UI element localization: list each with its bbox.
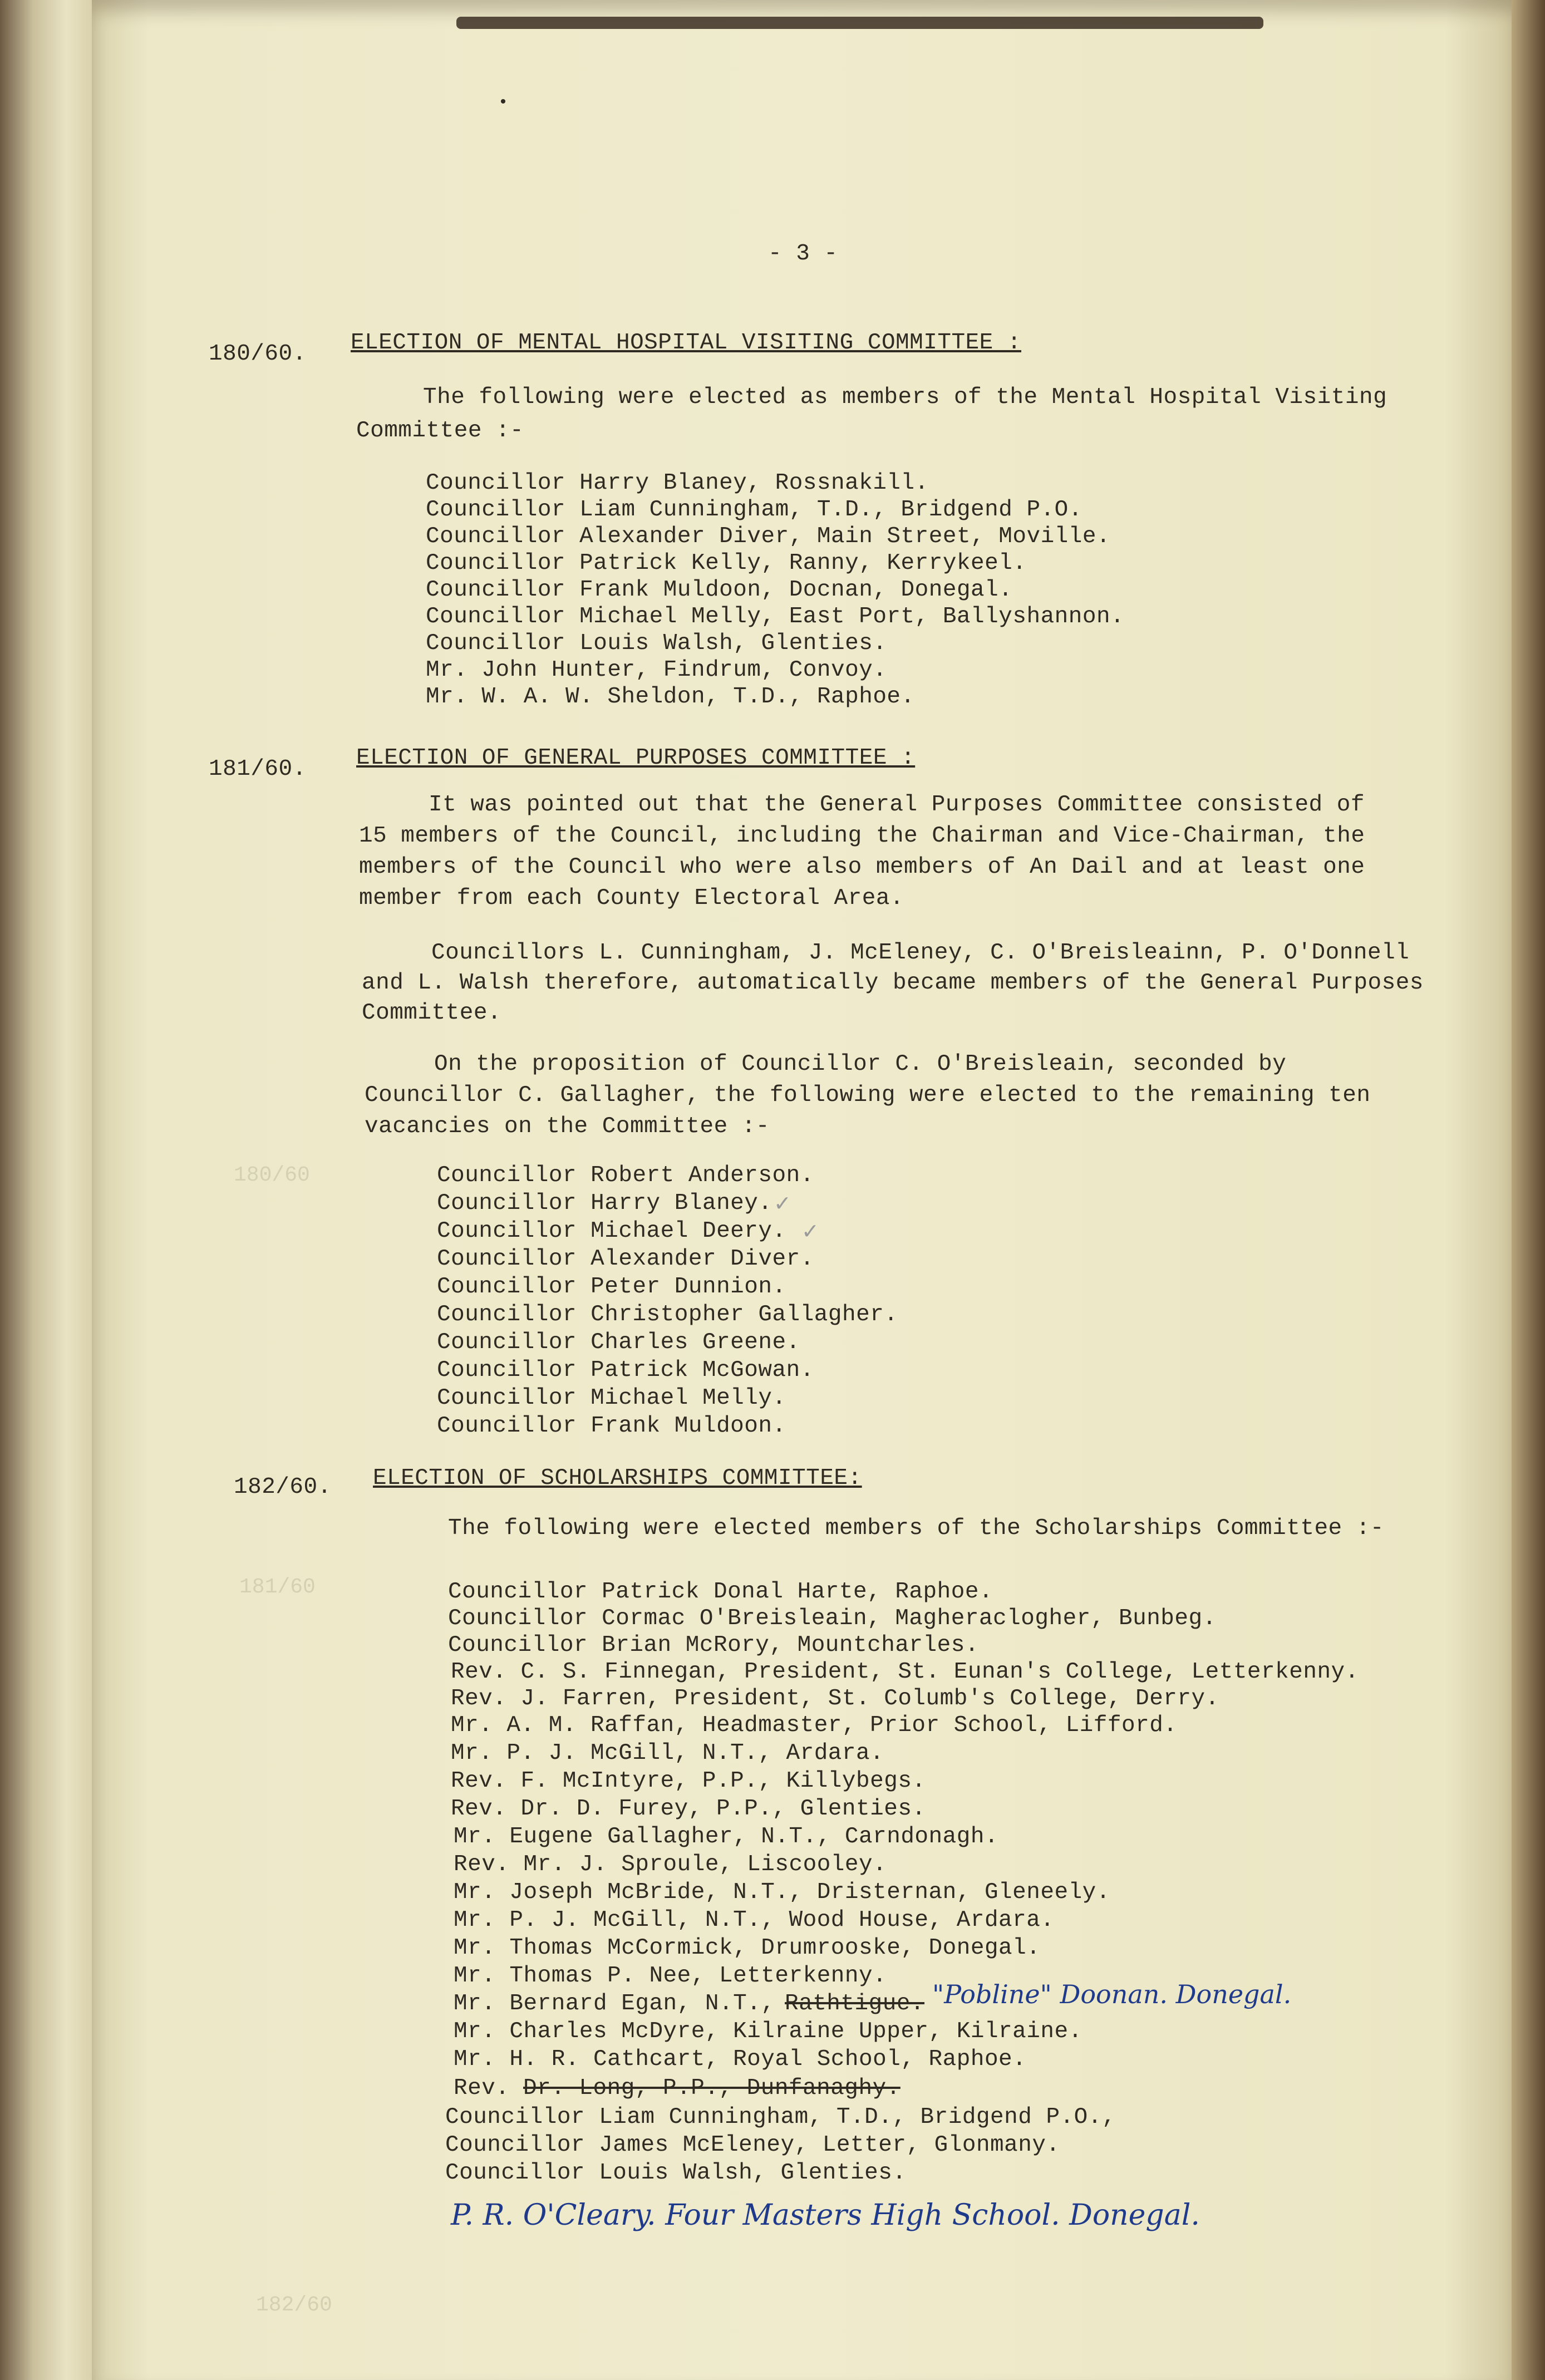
paragraph-line: On the proposition of Councillor C. O'Breisleain, seconded by	[434, 1051, 1287, 1077]
list-item: Councillor Frank Muldoon, Docnan, Donegal.	[426, 577, 1013, 603]
list-item: Mr. P. J. McGill, N.T., Ardara.	[451, 1740, 884, 1766]
list-item: Councillor Robert Anderson.	[437, 1163, 814, 1188]
list-item: Mr. Charles McDyre, Kilraine Upper, Kilraine.	[454, 2019, 1083, 2044]
paragraph-line: It was pointed out that the General Purposes Committee consisted of	[429, 792, 1365, 818]
paragraph-line: The following were elected members of the Scholarships Committee :-	[448, 1516, 1384, 1541]
paragraph-line: Committee :-	[356, 418, 524, 444]
bleed-through-mark: 182/60	[256, 2293, 332, 2317]
section-heading: ELECTION OF SCHOLARSHIPS COMMITTEE:	[373, 1466, 862, 1491]
list-item: Councillor Harry Blaney, Rossnakill.	[426, 470, 929, 496]
list-item: Rev. C. S. Finnegan, President, St. Eunan's College, Letterkenny.	[451, 1659, 1359, 1685]
list-item: Rev. F. McIntyre, P.P., Killybegs.	[451, 1768, 926, 1794]
list-item: Councillor Patrick Donal Harte, Raphoe.	[448, 1579, 993, 1605]
page-edge	[1512, 0, 1545, 2380]
list-item: Councillor Louis Walsh, Glenties.	[426, 631, 887, 656]
list-item: Councillor Harry Blaney.	[437, 1191, 772, 1216]
list-item: Councillor Liam Cunningham, T.D., Bridgend P.O.,	[445, 2104, 1116, 2130]
list-item: Councillor Alexander Diver.	[437, 1246, 814, 1272]
list-item: Rev. J. Farren, President, St. Columb's College, Derry.	[451, 1686, 1219, 1712]
paragraph-line: 15 members of the Council, including the Chairman and Vice-Chairman, the	[359, 823, 1365, 849]
list-item: Mr. Joseph McBride, N.T., Dristernan, Gleneely.	[454, 1880, 1110, 1905]
list-item: Councillor Liam Cunningham, T.D., Bridgend P.O.	[426, 497, 1083, 523]
list-item: Councillor Alexander Diver, Main Street, Moville.	[426, 524, 1111, 549]
struck-text: Dr. Long, P.P., Dunfanaghy.	[523, 2076, 901, 2101]
list-item: Mr. H. R. Cathcart, Royal School, Raphoe.	[454, 2047, 1027, 2072]
list-item: Councillor Michael Melly.	[437, 1385, 786, 1411]
list-item: Councillor Christopher Gallagher.	[437, 1302, 898, 1327]
paragraph-line: and L. Walsh therefore, automatically became members of the General Purposes	[362, 970, 1424, 996]
book-spine	[0, 0, 95, 2380]
tick-mark: ✓	[801, 1219, 819, 1243]
list-item: Mr. A. M. Raffan, Headmaster, Prior School, Lifford.	[451, 1713, 1178, 1738]
list-item: Councillor Patrick Kelly, Ranny, Kerrykeel.	[426, 550, 1027, 576]
bleed-through-mark: 181/60	[239, 1575, 316, 1599]
ink-mark: •	[498, 94, 509, 112]
handwritten-annotation: P. R. O'Cleary. Four Masters High School. Donegal.	[451, 2199, 1200, 2232]
list-item: Councillor Peter Dunnion.	[437, 1274, 786, 1300]
list-item: Rev. Mr. J. Sproule, Liscooley.	[454, 1852, 887, 1877]
list-item: Councillor James McEleney, Letter, Glonmany.	[445, 2132, 1060, 2158]
list-item: Mr. Eugene Gallagher, N.T., Carndonagh.	[454, 1824, 999, 1850]
paragraph-line: member from each County Electoral Area.	[359, 886, 904, 911]
list-item: Rev. Dr. D. Furey, P.P., Glenties.	[451, 1796, 926, 1822]
struck-text: Rathtigue.	[785, 1991, 925, 2017]
minute-number: 182/60.	[234, 1474, 332, 1500]
list-item: Councillor Cormac O'Breisleain, Magheraclogher, Bunbeg.	[448, 1606, 1217, 1631]
paragraph-line: Councillors L. Cunningham, J. McEleney, C. O'Breisleainn, P. O'Donnell	[431, 940, 1410, 966]
list-item: Mr. P. J. McGill, N.T., Wood House, Ardara.	[454, 1907, 1055, 1933]
paragraph-line: vacancies on the Committee :-	[365, 1114, 770, 1139]
bleed-through-mark: 180/60	[234, 1163, 310, 1187]
list-item: Mr. Thomas P. Nee, Letterkenny.	[454, 1963, 887, 1989]
list-item: Mr. John Hunter, Findrum, Convoy.	[426, 657, 887, 683]
list-item: Rev.	[454, 2076, 510, 2101]
list-item: Councillor Charles Greene.	[437, 1330, 800, 1355]
tick-mark: ✓	[774, 1191, 791, 1216]
section-heading: ELECTION OF GENERAL PURPOSES COMMITTEE :	[356, 745, 916, 771]
list-item: Councillor Patrick McGowan.	[437, 1358, 814, 1383]
top-binding-shadow	[456, 17, 1263, 29]
list-item: Councillor Michael Melly, East Port, Ballyshannon.	[426, 604, 1125, 630]
handwritten-annotation: "Pobline" Doonan. Donegal.	[932, 1979, 1292, 2009]
page-number: - 3 -	[768, 241, 838, 267]
list-item: Councillor Michael Deery.	[437, 1218, 786, 1244]
paragraph-line: members of the Council who were also members of An Dail and at least one	[359, 854, 1365, 880]
paragraph-line: Councillor C. Gallagher, the following were elected to the remaining ten	[365, 1083, 1371, 1108]
list-item: Councillor Frank Muldoon.	[437, 1413, 786, 1439]
list-item: Mr. Bernard Egan, N.T.,	[454, 1991, 775, 2017]
minute-number: 180/60.	[209, 341, 307, 367]
paragraph-line: The following were elected as members of the Mental Hospital Visiting	[423, 385, 1387, 410]
minute-number: 181/60.	[209, 756, 307, 782]
list-item: Councillor Brian McRory, Mountcharles.	[448, 1632, 979, 1658]
paragraph-line: Committee.	[362, 1000, 502, 1026]
list-item: Councillor Louis Walsh, Glenties.	[445, 2160, 907, 2186]
list-item: Mr. W. A. W. Sheldon, T.D., Raphoe.	[426, 684, 915, 710]
section-heading: ELECTION OF MENTAL HOSPITAL VISITING COMMITTEE :	[351, 330, 1021, 356]
list-item: Mr. Thomas McCormick, Drumrooske, Donegal.	[454, 1935, 1041, 1961]
